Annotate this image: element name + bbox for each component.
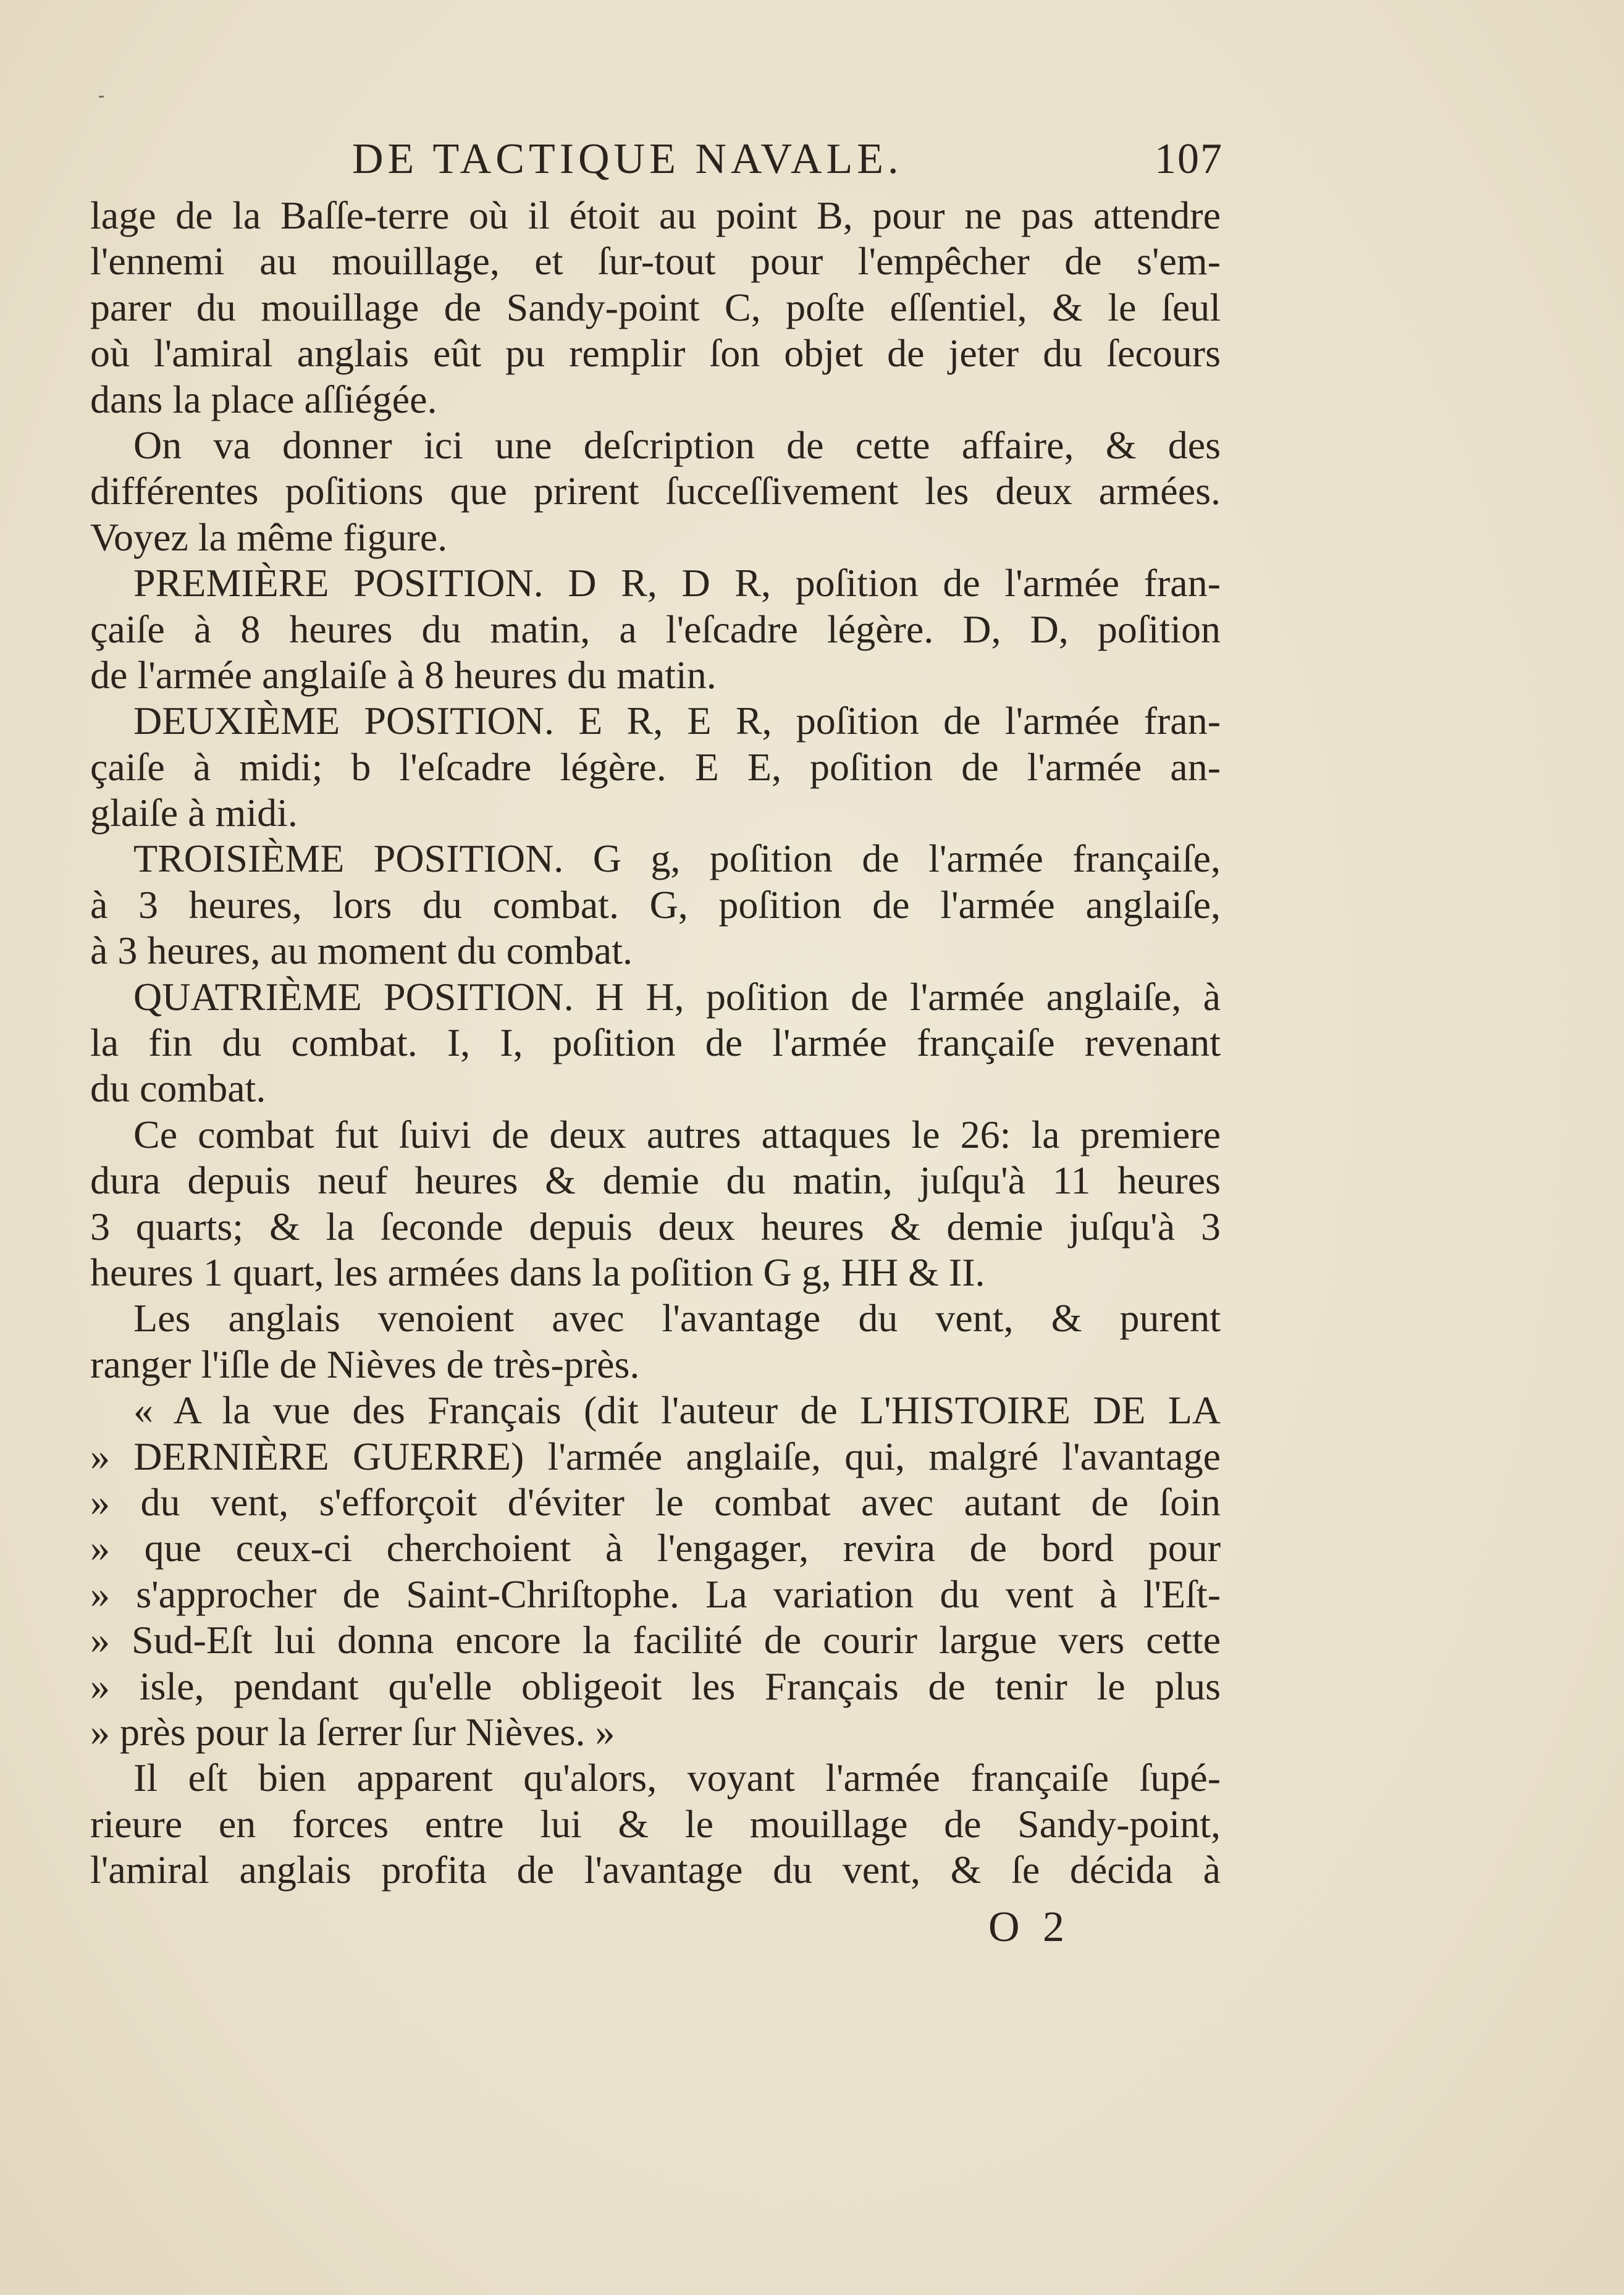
text-line: différentes poſitions que prirent ſucceſſivement les deux armées. <box>90 469 1221 513</box>
text-line: lage de la Baſſe-terre où il étoit au point B, pour ne pas attendre <box>90 193 1221 237</box>
text-line: glaiſe à midi. <box>90 791 298 835</box>
quote-line: » s'approcher de Saint-Chriſtophe. La variation du vent à l'Eſt- <box>90 1572 1221 1616</box>
text-line: la fin du combat. I, I, poſition de l'armée françaiſe revenant <box>90 1021 1221 1065</box>
text-line: DEUXIÈME POSITION. E R, E R, poſition de l'armée fran- <box>133 699 1221 743</box>
text-line: rieure en forces entre lui & le mouillage de Sandy-point, <box>90 1801 1221 1846</box>
text-line: Il eſt bien apparent qu'alors, voyant l'armée françaiſe ſupé- <box>133 1756 1221 1800</box>
text-line: Ce combat fut ſuivi de deux autres attaques le 26: la premiere <box>133 1112 1221 1156</box>
text-line: TROISIÈME POSITION. G g, poſition de l'armée françaiſe, <box>133 836 1221 881</box>
text-line: l'amiral anglais profita de l'avantage du vent, & ſe décida à <box>90 1848 1221 1892</box>
text-line: çaiſe à 8 heures du matin, a l'eſcadre légère. D, D, poſition <box>90 607 1221 651</box>
text-line: Les anglais venoient avec l'avantage du vent, & purent <box>133 1296 1221 1341</box>
text-line: PREMIÈRE POSITION. D R, D R, poſition de l'armée fran- <box>133 561 1221 605</box>
text-line: ranger l'iſle de Nièves de très-près. <box>90 1342 640 1386</box>
text-line: dura depuis neuf heures & demie du matin, juſqu'à 11 heures <box>90 1158 1221 1203</box>
text-line: parer du mouillage de Sandy-point C, poſte eſſentiel, & le ſeul <box>90 285 1221 329</box>
text-line: 3 quarts; & la ſeconde depuis deux heures & demie juſqu'à 3 <box>90 1204 1221 1249</box>
text-line: l'ennemi au mouillage, et ſur-tout pour l'empêcher de s'em- <box>90 239 1221 284</box>
text-line: On va donner ici une deſcription de cette affaire, & des <box>133 423 1221 467</box>
text-line: QUATRIÈME POSITION. H H, poſition de l'armée anglaiſe, à <box>133 974 1221 1019</box>
text-line: çaiſe à midi; b l'eſcadre légère. E E, poſition de l'armée an- <box>90 744 1221 789</box>
quote-line: » isle, pendant qu'elle obligeoit les Français de tenir le plus <box>90 1664 1221 1708</box>
quote-line: » près pour la ſerrer ſur Nièves. » <box>90 1709 615 1754</box>
quote-line: » DERNIÈRE GUERRE) l'armée anglaiſe, qui, malgré l'avantage <box>90 1434 1221 1478</box>
running-head <box>352 135 1223 184</box>
text-line: de l'armée anglaiſe à 8 heures du matin. <box>90 652 717 697</box>
quote-line: « A la vue des Français (dit l'auteur de L'HISTOIRE DE LA <box>133 1388 1221 1433</box>
text-line: où l'amiral anglais eût pu remplir ſon objet de jeter du ſecours <box>90 331 1221 376</box>
quote-line: » que ceux-ci cherchoient à l'engager, revira de bord pour <box>90 1526 1221 1570</box>
quote-line: » du vent, s'efforçoit d'éviter le combat avec autant de ſoin <box>90 1480 1221 1524</box>
text-line: dans la place aſſiégée. <box>90 377 437 421</box>
text-line: heures 1 quart, les armées dans la poſition G g, HH & II. <box>90 1250 985 1294</box>
text-line: Voyez la même figure. <box>90 515 448 559</box>
ink-speck <box>99 96 104 98</box>
running-head-title: DE TACTIQUE NAVALE. <box>352 135 903 183</box>
text-line: à 3 heures, lors du combat. G, poſition de l'armée anglaiſe, <box>90 882 1221 927</box>
body-text <box>90 193 1221 1893</box>
quote-line: » Sud-Eſt lui donna encore la facilité de courir largue vers cette <box>90 1618 1221 1662</box>
signature-mark: O 2 <box>988 1903 1071 1951</box>
text-line: du combat. <box>90 1066 266 1111</box>
text-line: à 3 heures, au moment du combat. <box>90 929 633 973</box>
page-number: 107 <box>1155 135 1223 183</box>
